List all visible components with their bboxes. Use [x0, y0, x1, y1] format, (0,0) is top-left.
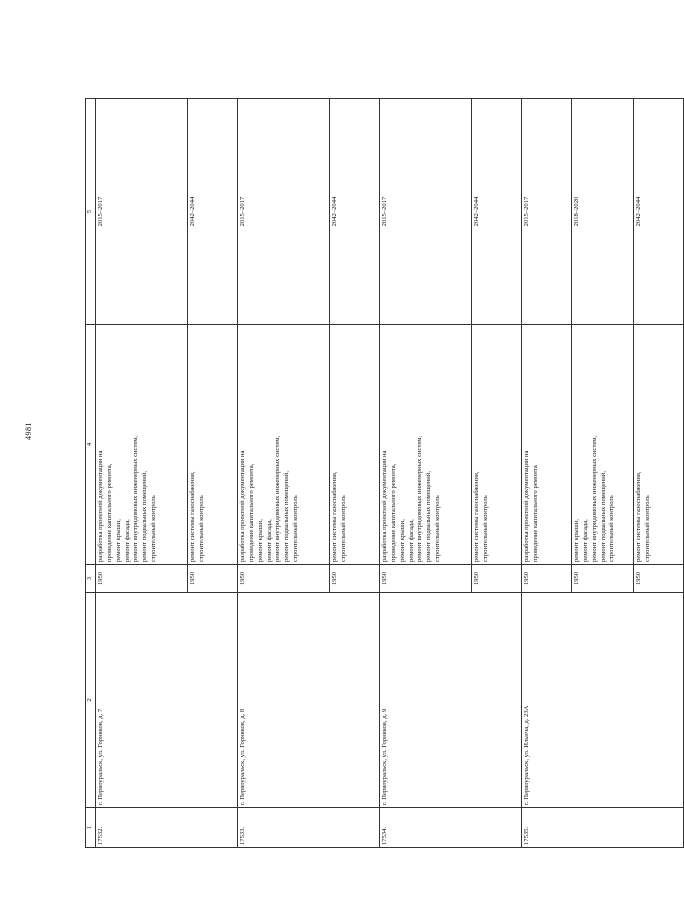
works-list: [471, 325, 521, 565]
work-item: ремонт крыши,: [256, 519, 264, 562]
build-year: 1950: [471, 565, 521, 593]
repair-period: 2015–2017: [237, 99, 329, 325]
build-year: 1950: [571, 565, 633, 593]
works-list: [95, 325, 187, 565]
row-number: 17534.: [379, 808, 521, 848]
work-item: ремонт крыши,: [398, 519, 406, 562]
repair-period: 2018–2020: [571, 99, 633, 325]
works-list: [633, 325, 683, 565]
header-cell: 2: [86, 593, 96, 808]
work-item: строительный контроль: [608, 495, 616, 562]
header-cell: 4: [86, 325, 96, 565]
work-item: проведение капитального ремонта,: [389, 463, 397, 562]
work-item: строительный контроль: [434, 495, 442, 562]
works-list: [521, 325, 571, 565]
work-item: разработка проектной документации на: [96, 450, 104, 562]
works-list: [187, 325, 237, 565]
building-address: г. Первоуральск, ул. Горняков, д. 8: [237, 593, 379, 808]
build-year: 1950: [237, 565, 329, 593]
work-item: проведение капитального ремонта,: [105, 463, 113, 562]
table-body: [95, 99, 683, 848]
repair-period: 2042–2044: [633, 99, 683, 325]
build-year: 1950: [187, 565, 237, 593]
header-row: [86, 99, 96, 848]
repair-period: 2042–2044: [471, 99, 521, 325]
repair-period: 2042–2044: [187, 99, 237, 325]
row-number: 17533.: [237, 808, 379, 848]
building-address: г. Первоуральск, ул. Горняков, д. 9: [379, 593, 521, 808]
work-item: ремонт фасада,: [123, 519, 131, 562]
works-list: [329, 325, 379, 565]
work-item: ремонт фасада,: [265, 519, 273, 562]
work-item: ремонт подвальных помещений,: [425, 471, 433, 562]
work-item: ремонт системы газоснабжения,: [634, 471, 642, 562]
work-item: ремонт системы газоснабжения,: [472, 471, 480, 562]
work-item: ремонт системы газоснабжения,: [330, 471, 338, 562]
repair-period: 2042–2044: [329, 99, 379, 325]
repair-schedule-table: [85, 98, 684, 848]
work-item: ремонт внутридомовых инженерных систем,: [590, 435, 598, 562]
repair-period: 2015–2017: [95, 99, 187, 325]
build-year: 1950: [379, 565, 471, 593]
table-row: [521, 99, 571, 848]
work-item: ремонт системы газоснабжения,: [188, 471, 196, 562]
work-item: ремонт крыши,: [114, 519, 122, 562]
work-item: строительный контроль: [150, 495, 158, 562]
work-item: строительный контроль: [197, 495, 205, 562]
work-item: ремонт внутридомовых инженерных систем,: [416, 435, 424, 562]
repair-period: 2015–2017: [521, 99, 571, 325]
works-list: [379, 325, 471, 565]
building-address: г. Первоуральск, ул. Ильича, д. 23А: [521, 593, 683, 808]
work-item: разработка проектной документации на: [380, 450, 388, 562]
work-item: проведение капитального ремонта: [531, 465, 539, 562]
works-list: [237, 325, 329, 565]
header-cell: 5: [86, 99, 96, 325]
header-cell: 3: [86, 565, 96, 593]
header-cell: 1: [86, 808, 96, 848]
page-number: 4981: [24, 422, 33, 440]
build-year: 1950: [521, 565, 571, 593]
work-item: строительный контроль: [643, 495, 651, 562]
row-number: 17532.: [95, 808, 237, 848]
rotated-table-sheet: [85, 98, 651, 848]
building-address: г. Первоуральск, ул. Горняков, д. 7: [95, 593, 237, 808]
work-item: разработка проектной документации на: [522, 450, 530, 562]
table-row: [237, 99, 329, 848]
work-item: ремонт внутридомовых инженерных систем,: [274, 435, 282, 562]
work-item: ремонт фасада,: [581, 519, 589, 562]
row-number: 17535.: [521, 808, 683, 848]
table-row: [95, 99, 187, 848]
work-item: строительный контроль: [481, 495, 489, 562]
work-item: проведение капитального ремонта,: [247, 463, 255, 562]
repair-period: 2015–2017: [379, 99, 471, 325]
build-year: 1950: [95, 565, 187, 593]
work-item: ремонт подвальных помещений,: [283, 471, 291, 562]
work-item: ремонт подвальных помещений,: [141, 471, 149, 562]
work-item: разработка проектной документации на: [238, 450, 246, 562]
table-row: [379, 99, 471, 848]
build-year: 1950: [329, 565, 379, 593]
work-item: ремонт крыши,: [572, 519, 580, 562]
work-item: ремонт внутридомовых инженерных систем,: [132, 435, 140, 562]
work-item: ремонт фасада,: [407, 519, 415, 562]
work-item: ремонт подвальных помещений,: [599, 471, 607, 562]
work-item: строительный контроль: [339, 495, 347, 562]
works-list: [571, 325, 633, 565]
build-year: 1950: [633, 565, 683, 593]
work-item: строительный контроль: [292, 495, 300, 562]
